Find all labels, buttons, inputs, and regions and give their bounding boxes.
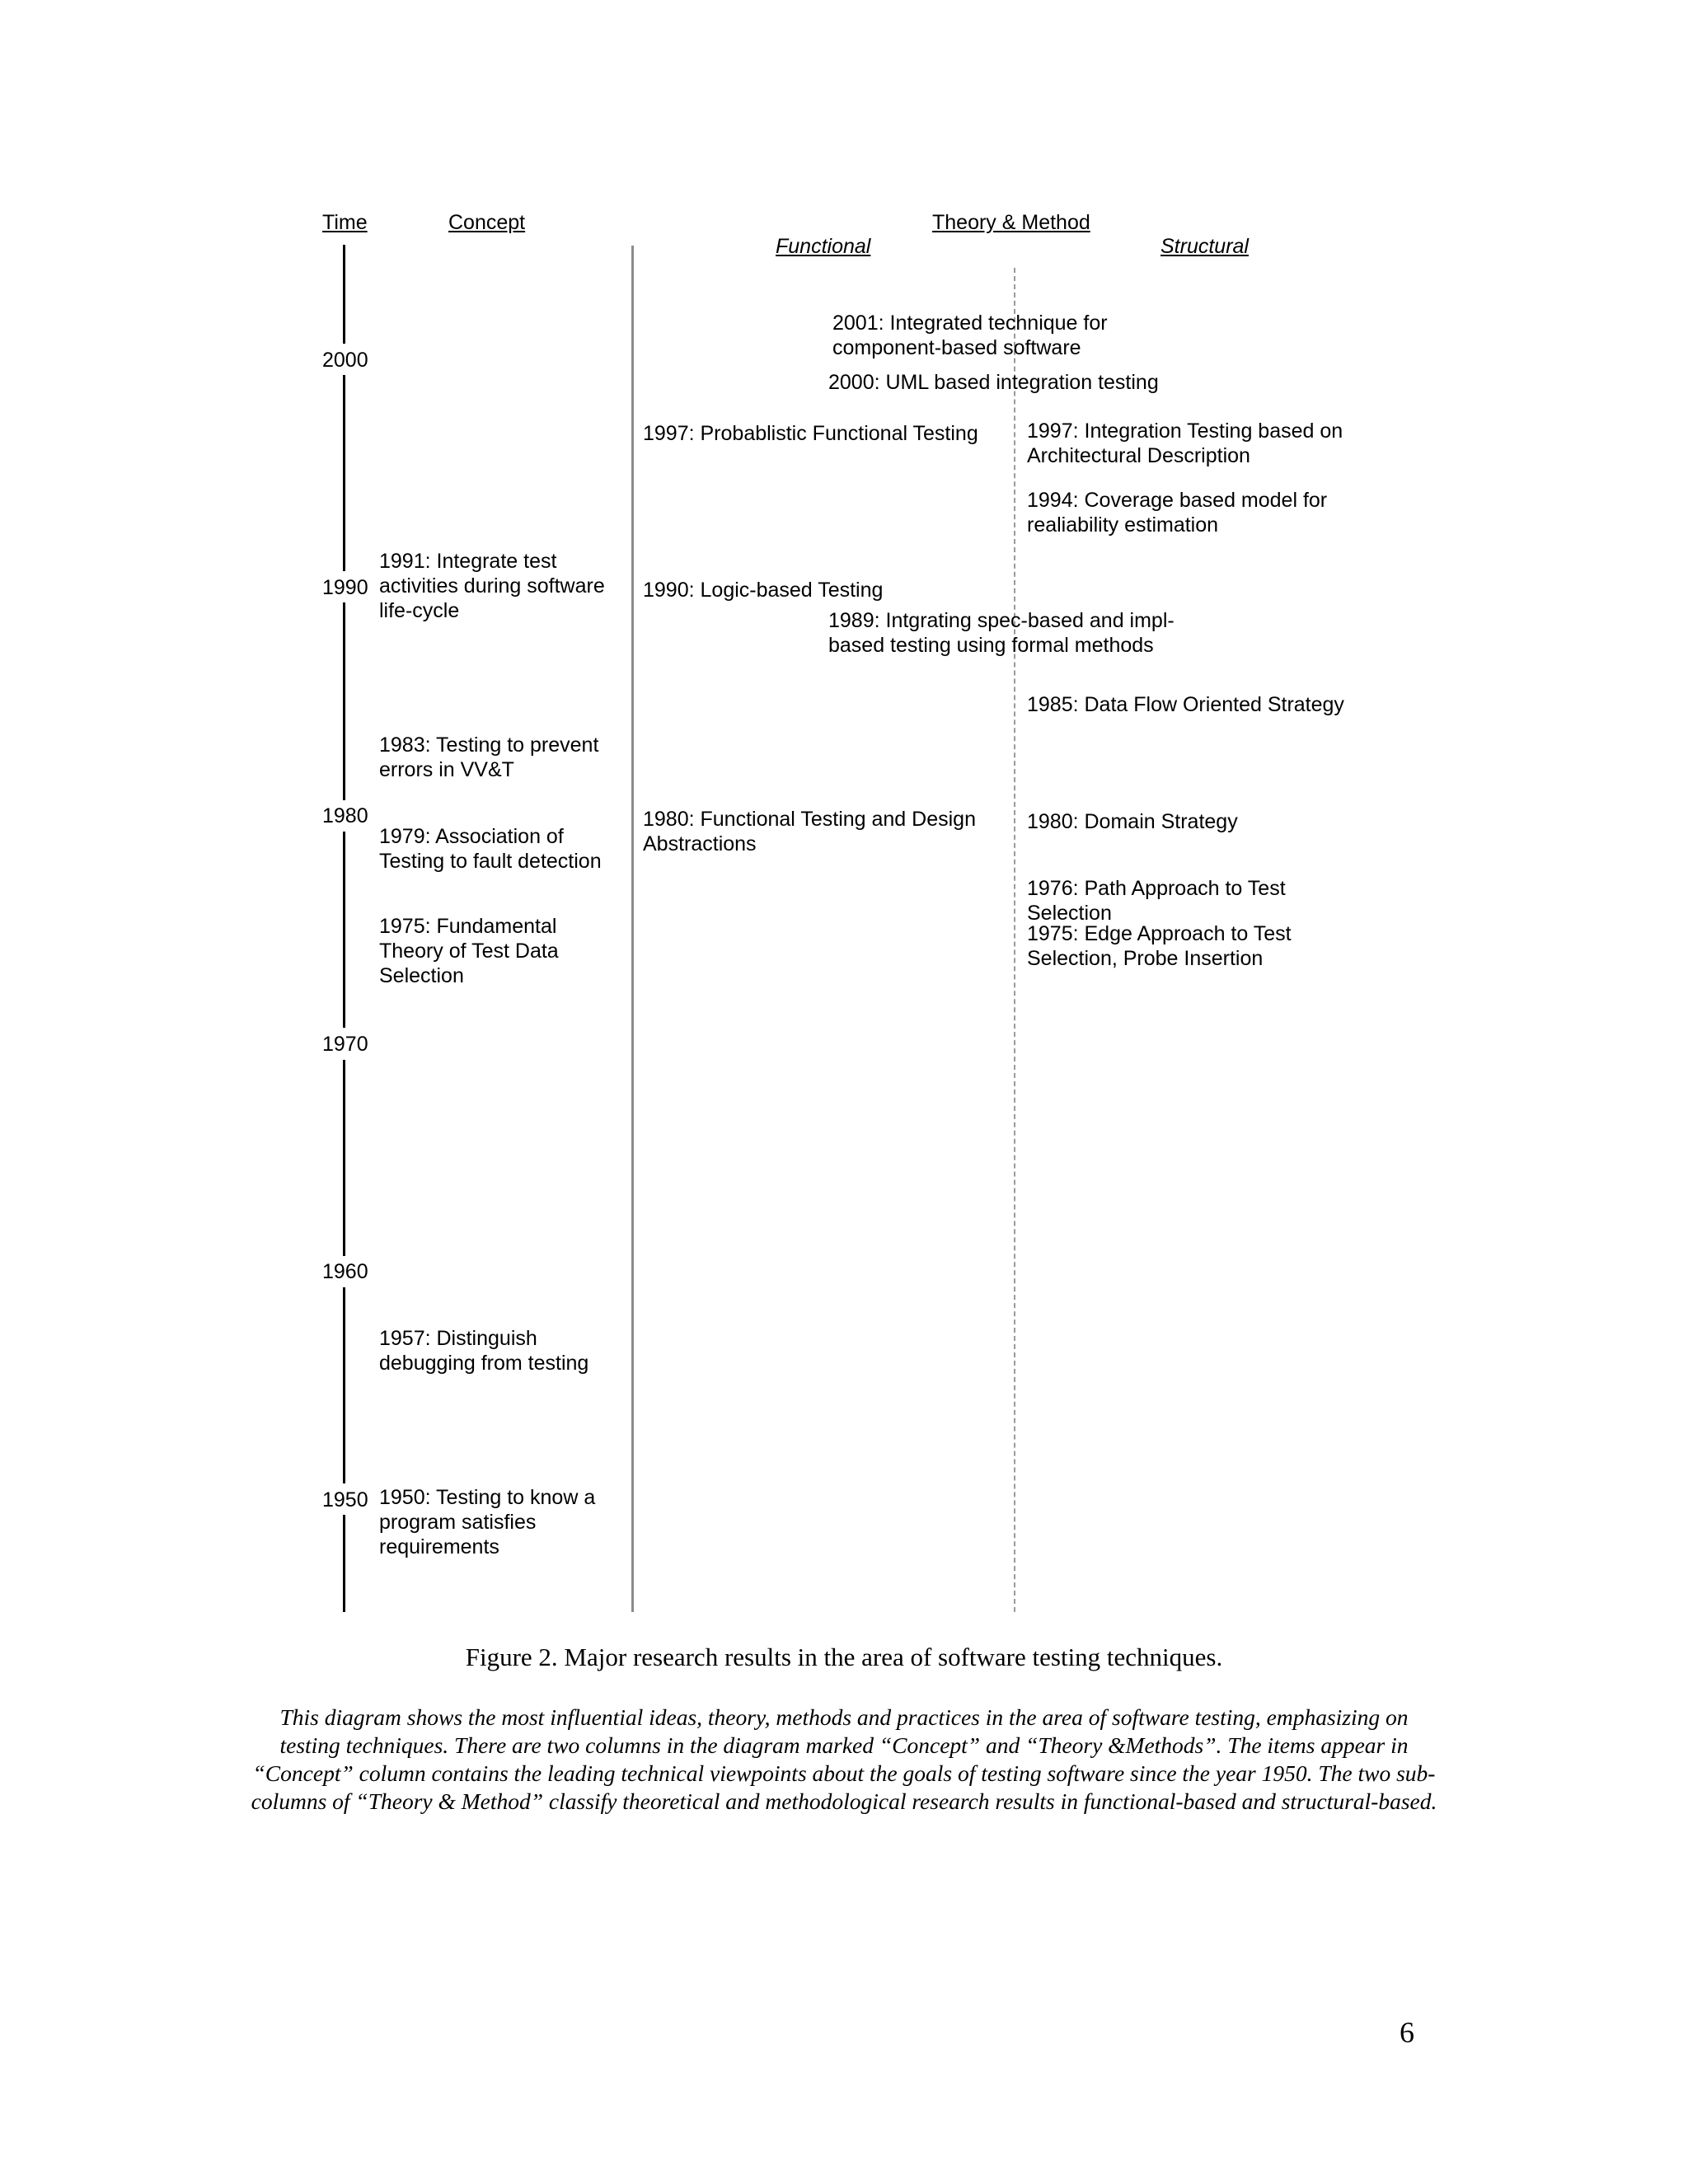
timeline-segment — [343, 245, 345, 344]
concept-item: 1983: Testing to prevent errors in VV&T — [379, 733, 599, 781]
structural-item: 1997: Integration Testing based on Architectural Description — [1027, 419, 1343, 467]
concept-item: 1979: Association of Testing to fault detection — [379, 825, 602, 873]
timeline-segment — [343, 1287, 345, 1483]
timeline-segment — [343, 832, 345, 1028]
spanning-item: 2001: Integrated technique for component-based software — [832, 312, 1108, 359]
functional-item: 1990: Logic-based Testing — [643, 579, 884, 602]
timeline-segment — [343, 1060, 345, 1256]
timeline-segment — [343, 602, 345, 800]
structural-item: 1975: Edge Approach to Test Selection, Probe Insertion — [1027, 922, 1292, 970]
year-label: 1980 — [322, 804, 368, 827]
spanning-item: 1989: Intgrating spec-based and impl- based testing using formal methods — [828, 609, 1175, 657]
functional-item: 1980: Functional Testing and Design Abstractions — [643, 808, 976, 855]
structural-header: Structural — [1160, 235, 1249, 258]
theory-method-header: Theory & Method — [932, 211, 1090, 234]
spanning-item: 2000: UML based integration testing — [828, 371, 1159, 394]
concept-item: 1975: Fundamental Theory of Test Data Selection — [379, 915, 559, 987]
timeline-segment — [343, 1515, 345, 1612]
year-label: 1990 — [322, 576, 368, 599]
figure-caption: Figure 2. Major research results in the area of software testing techniques. — [465, 1643, 1223, 1671]
concept-item: 1950: Testing to know a program satisfies requirements — [379, 1486, 596, 1558]
concept-theory-separator — [631, 246, 634, 1612]
page-number: 6 — [1400, 2016, 1414, 2049]
year-label: 1950 — [322, 1488, 368, 1511]
structural-item: 1985: Data Flow Oriented Strategy — [1027, 693, 1344, 716]
functional-item: 1997: Probablistic Functional Testing — [643, 422, 978, 445]
timeline-segment — [343, 375, 345, 571]
structural-item: 1980: Domain Strategy — [1027, 810, 1238, 833]
concept-item: 1957: Distinguish debugging from testing — [379, 1327, 589, 1375]
time-header: Time — [322, 211, 368, 234]
structural-item: 1994: Coverage based model for realiability estimation — [1027, 489, 1328, 537]
year-label: 1960 — [322, 1260, 368, 1283]
concept-header: Concept — [448, 211, 526, 234]
year-label: 1970 — [322, 1033, 368, 1056]
year-label: 2000 — [322, 349, 368, 372]
structural-item: 1976: Path Approach to Test Selection — [1027, 877, 1286, 925]
functional-header: Functional — [776, 235, 871, 258]
figure-description: This diagram shows the most influential ideas, theory, methods and practices in the area of software testing, emphasizing on testing techniques. There are two columns in the diagram marked “Concept” and “Theory &Methods”. The items appear in “Concept” column contains the leading technical viewpoints about the goals of testing software since the year 1950. The two sub-columns of “Theory & Method” classify theoretical and methodological research results in functional-based and structural-based. — [251, 1704, 1437, 1814]
concept-item: 1991: Integrate test activities during software life-cycle — [379, 550, 605, 622]
functional-structural-divider — [1014, 268, 1015, 1612]
